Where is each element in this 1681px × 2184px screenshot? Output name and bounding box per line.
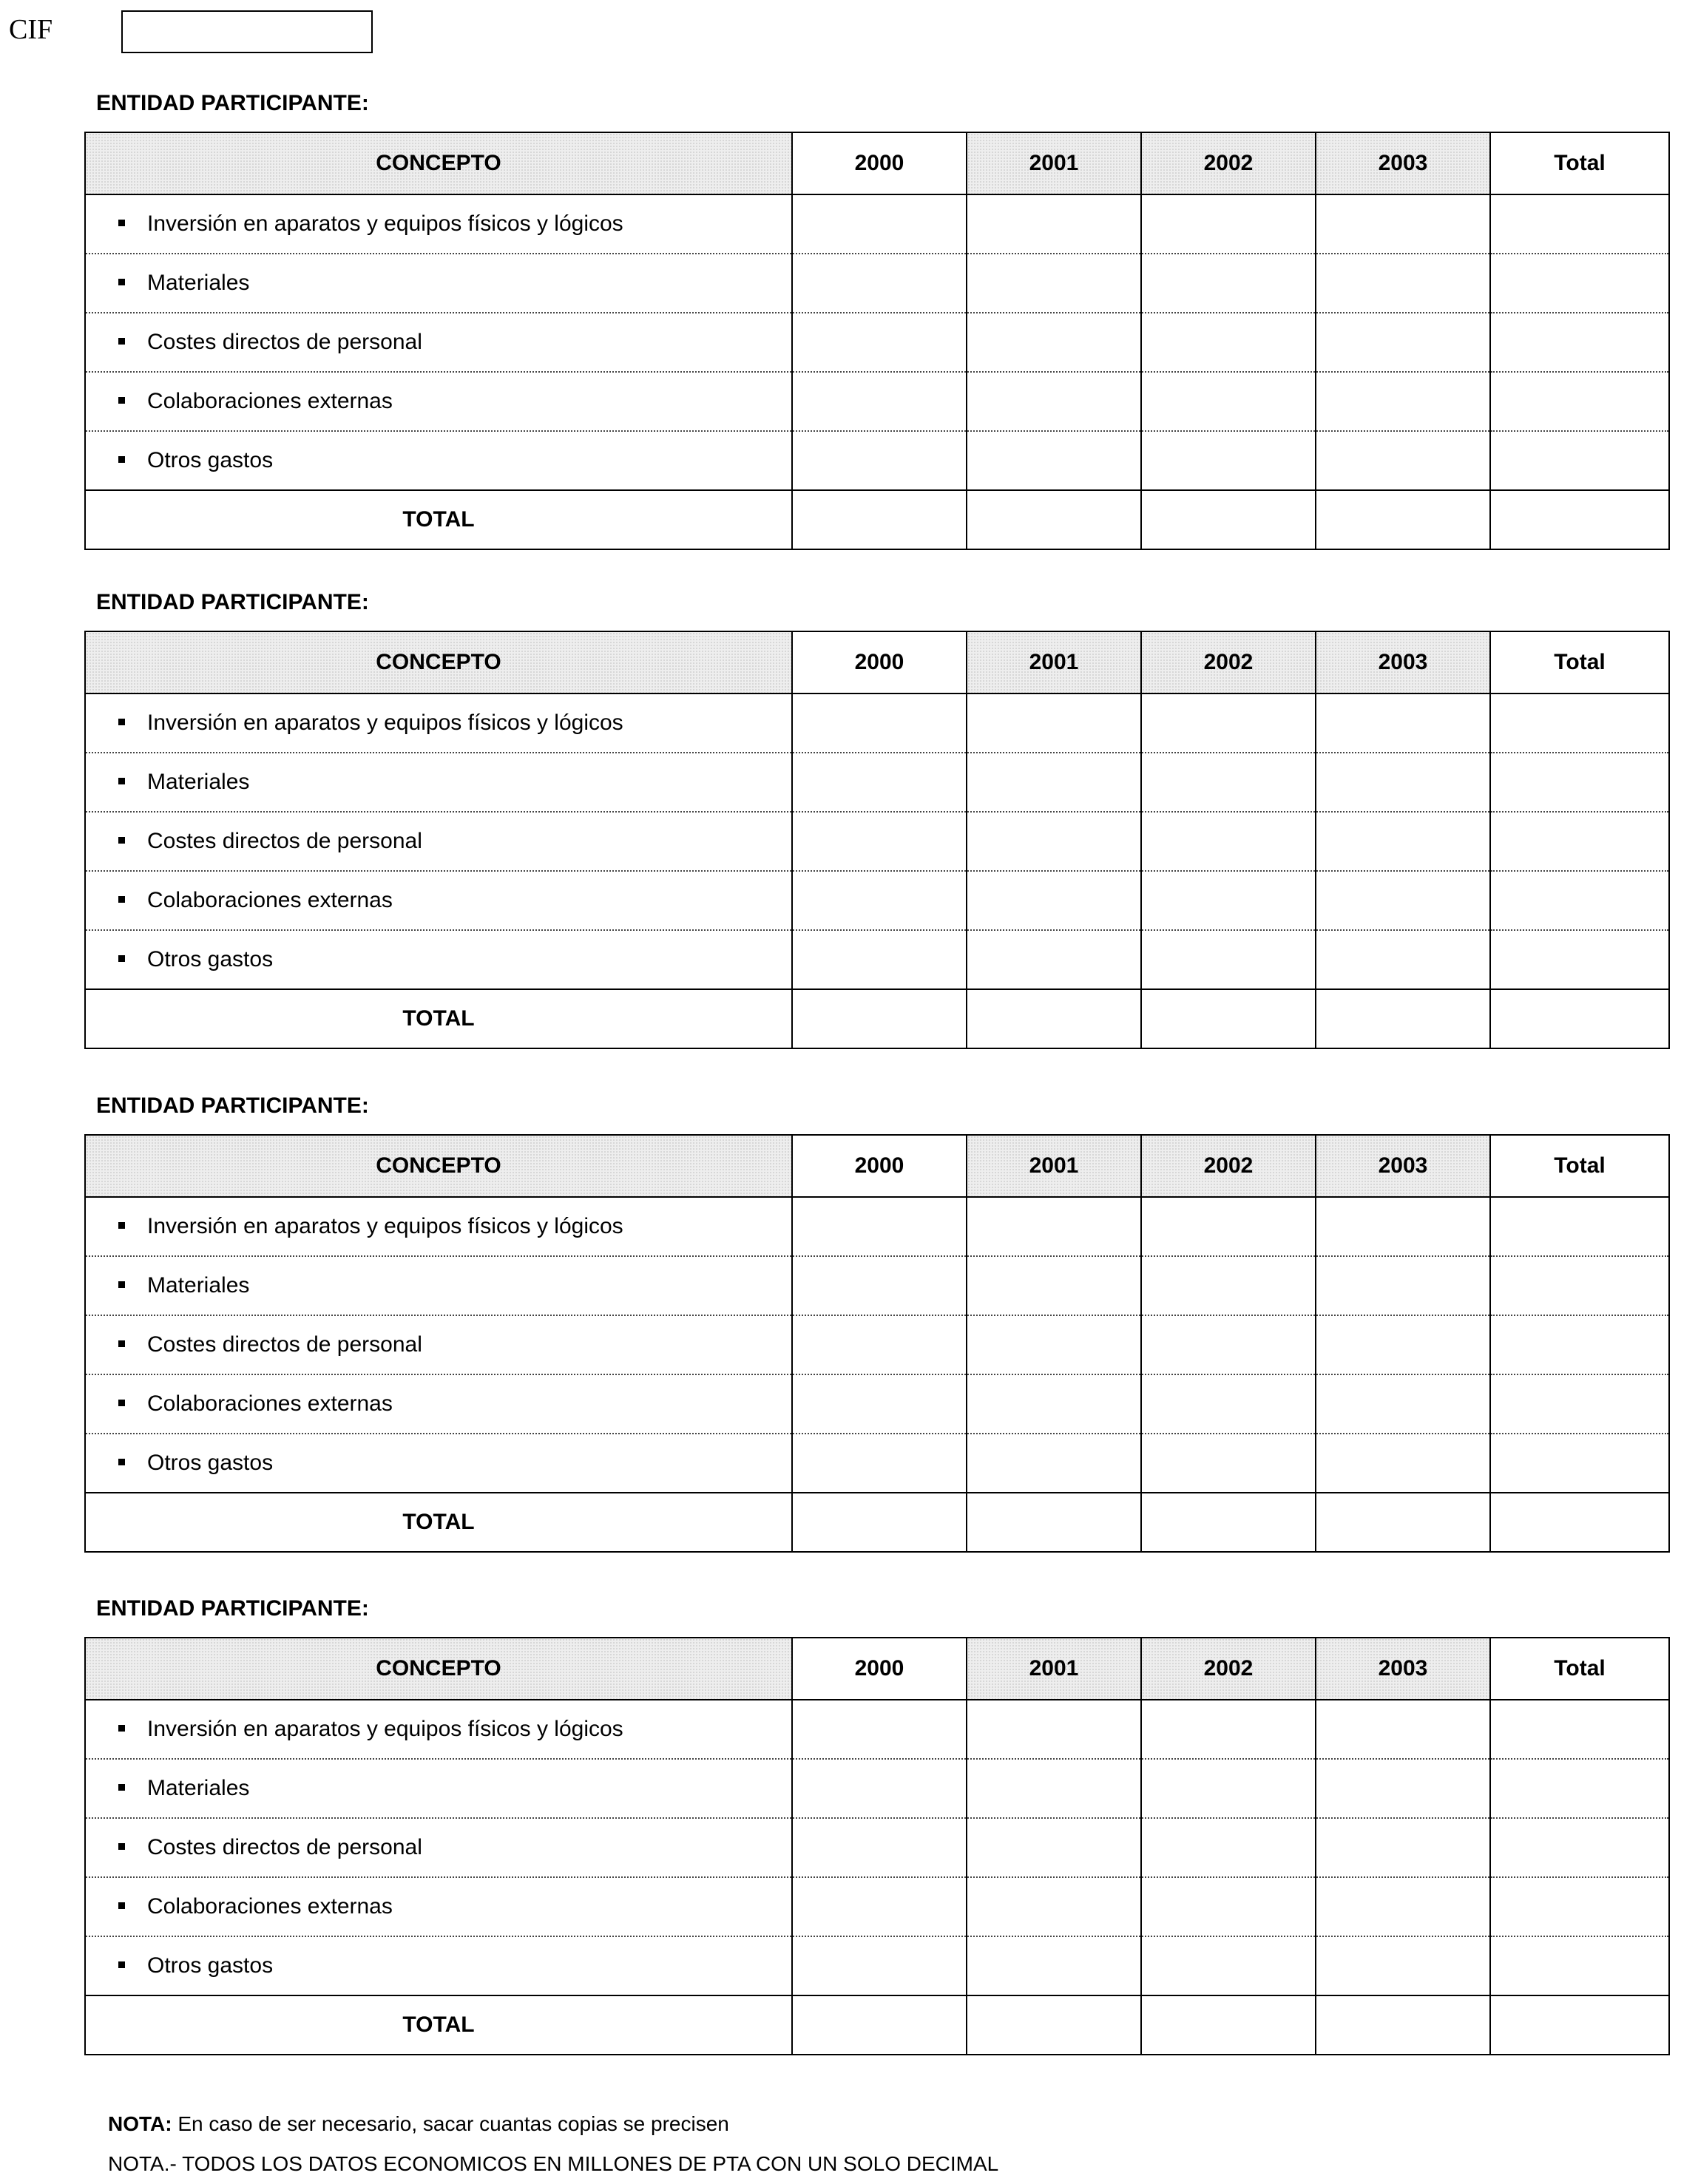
note-units: NOTA.- TODOS LOS DATOS ECONOMICOS EN MILLONES DE PTA CON UN SOLO DECIMAL	[108, 2152, 999, 2175]
value-cell[interactable]	[792, 1759, 967, 1818]
notes	[108, 2104, 998, 2184]
value-cell[interactable]	[1316, 431, 1490, 490]
total-label: TOTAL	[85, 1995, 792, 2055]
bullet-icon	[118, 1459, 125, 1465]
column-header-2002: 2002	[1141, 132, 1316, 194]
value-cell[interactable]	[792, 753, 967, 812]
concept-cell	[85, 930, 792, 989]
value-cell[interactable]	[967, 1700, 1141, 1759]
table-row	[85, 1374, 1669, 1434]
value-cell[interactable]	[792, 1434, 967, 1493]
total-value-cell[interactable]	[1141, 490, 1316, 549]
value-cell[interactable]	[967, 693, 1141, 753]
value-cell[interactable]	[1316, 1877, 1490, 1936]
concept-label: Materiales	[147, 1776, 250, 1800]
concept-cell	[85, 1315, 792, 1374]
table-row	[85, 1700, 1669, 1759]
total-value-cell[interactable]	[967, 490, 1141, 549]
column-header-2000: 2000	[792, 1638, 967, 1700]
bullet-icon	[118, 279, 125, 285]
bullet-icon	[118, 955, 125, 962]
value-cell[interactable]	[1316, 753, 1490, 812]
concept-cell	[85, 254, 792, 313]
table-row	[85, 1818, 1669, 1877]
concept-cell	[85, 313, 792, 372]
value-cell[interactable]	[792, 1700, 967, 1759]
value-cell[interactable]	[1490, 1877, 1669, 1936]
table-row	[85, 254, 1669, 313]
total-value-cell[interactable]	[792, 1995, 967, 2055]
entity-section	[84, 1090, 1668, 1553]
concept-label: Inversión en aparatos y equipos físicos y lógicos	[147, 1717, 623, 1741]
concept-label: Costes directos de personal	[147, 829, 422, 853]
total-value-cell[interactable]	[1490, 490, 1669, 549]
value-cell[interactable]	[1316, 871, 1490, 930]
column-header-total: Total	[1490, 132, 1669, 194]
value-cell[interactable]	[1316, 930, 1490, 989]
table-row	[85, 1877, 1669, 1936]
value-cell[interactable]	[1490, 1759, 1669, 1818]
value-cell[interactable]	[1141, 372, 1316, 431]
total-value-cell[interactable]	[1490, 989, 1669, 1048]
value-cell[interactable]	[1141, 194, 1316, 254]
value-cell[interactable]	[967, 194, 1141, 254]
total-value-cell[interactable]	[967, 989, 1141, 1048]
value-cell[interactable]	[792, 194, 967, 254]
bullet-icon	[118, 1400, 125, 1406]
column-header-concepto: CONCEPTO	[85, 1638, 792, 1700]
value-cell[interactable]	[792, 431, 967, 490]
cif-input-box[interactable]	[121, 10, 373, 53]
table-row	[85, 812, 1669, 871]
column-header-concepto: CONCEPTO	[85, 132, 792, 194]
total-value-cell[interactable]	[967, 1493, 1141, 1552]
concept-cell	[85, 1877, 792, 1936]
value-cell[interactable]	[1141, 693, 1316, 753]
value-cell[interactable]	[967, 1877, 1141, 1936]
concept-label: Costes directos de personal	[147, 1835, 422, 1859]
value-cell[interactable]	[1316, 194, 1490, 254]
header-row	[85, 631, 1669, 693]
concept-label: Costes directos de personal	[147, 330, 422, 354]
value-cell[interactable]	[1490, 1197, 1669, 1256]
total-value-cell[interactable]	[792, 490, 967, 549]
value-cell[interactable]	[967, 1759, 1141, 1818]
entity-heading: ENTIDAD PARTICIPANTE:	[96, 590, 369, 614]
table-row	[85, 194, 1669, 254]
total-value-cell[interactable]	[1490, 1995, 1669, 2055]
budget-table	[84, 1637, 1670, 2055]
note-copies-text: En caso de ser necesario, sacar cuantas copias se precisen	[172, 2112, 729, 2135]
column-header-2002: 2002	[1141, 1638, 1316, 1700]
table-row	[85, 1434, 1669, 1493]
value-cell[interactable]	[792, 812, 967, 871]
concept-cell	[85, 1374, 792, 1434]
value-cell[interactable]	[792, 1877, 967, 1936]
value-cell[interactable]	[792, 693, 967, 753]
concept-label: Colaboraciones externas	[147, 888, 393, 912]
value-cell[interactable]	[967, 1315, 1141, 1374]
column-header-total: Total	[1490, 631, 1669, 693]
total-value-cell[interactable]	[1141, 1493, 1316, 1552]
column-header-2001: 2001	[967, 132, 1141, 194]
value-cell[interactable]	[967, 431, 1141, 490]
total-value-cell[interactable]	[1316, 490, 1490, 549]
value-cell[interactable]	[1490, 753, 1669, 812]
budget-table	[84, 1134, 1670, 1553]
value-cell[interactable]	[1141, 1936, 1316, 1995]
value-cell[interactable]	[1141, 313, 1316, 372]
value-cell[interactable]	[1316, 1315, 1490, 1374]
bullet-icon	[118, 220, 125, 226]
bullet-icon	[118, 1961, 125, 1968]
table-row	[85, 1936, 1669, 1995]
concept-cell	[85, 1759, 792, 1818]
column-header-2003: 2003	[1316, 631, 1490, 693]
value-cell[interactable]	[1141, 431, 1316, 490]
value-cell[interactable]	[1490, 930, 1669, 989]
value-cell[interactable]	[1141, 1818, 1316, 1877]
value-cell[interactable]	[1316, 1700, 1490, 1759]
value-cell[interactable]	[1490, 1374, 1669, 1434]
value-cell[interactable]	[792, 1374, 967, 1434]
column-header-2000: 2000	[792, 132, 967, 194]
concept-cell	[85, 1936, 792, 1995]
bullet-icon	[118, 837, 125, 844]
value-cell[interactable]	[792, 313, 967, 372]
header-row	[85, 132, 1669, 194]
note-copies-prefix: NOTA:	[108, 2112, 172, 2135]
value-cell[interactable]	[1490, 1256, 1669, 1315]
concept-label: Otros gastos	[147, 448, 274, 472]
total-row	[85, 490, 1669, 549]
total-value-cell[interactable]	[1316, 989, 1490, 1048]
table-row	[85, 1759, 1669, 1818]
budget-table	[84, 631, 1670, 1049]
value-cell[interactable]	[967, 753, 1141, 812]
total-value-cell[interactable]	[1316, 1493, 1490, 1552]
table-row	[85, 753, 1669, 812]
value-cell[interactable]	[792, 1315, 967, 1374]
value-cell[interactable]	[967, 1936, 1141, 1995]
entity-section	[84, 586, 1668, 1049]
concept-cell	[85, 812, 792, 871]
bullet-icon	[118, 1784, 125, 1791]
value-cell[interactable]	[1316, 812, 1490, 871]
value-cell[interactable]	[1141, 1759, 1316, 1818]
concept-label: Colaboraciones externas	[147, 1894, 393, 1919]
value-cell[interactable]	[1316, 693, 1490, 753]
value-cell[interactable]	[1141, 1256, 1316, 1315]
value-cell[interactable]	[1490, 254, 1669, 313]
table-row	[85, 930, 1669, 989]
value-cell[interactable]	[967, 1256, 1141, 1315]
value-cell[interactable]	[1490, 1936, 1669, 1995]
bullet-icon	[118, 1902, 125, 1909]
value-cell[interactable]	[1141, 812, 1316, 871]
bullet-icon	[118, 719, 125, 725]
value-cell[interactable]	[1316, 1374, 1490, 1434]
total-value-cell[interactable]	[967, 1995, 1141, 2055]
bullet-icon	[118, 456, 125, 463]
value-cell[interactable]	[967, 254, 1141, 313]
concept-cell	[85, 1256, 792, 1315]
concept-cell	[85, 693, 792, 753]
value-cell[interactable]	[1316, 313, 1490, 372]
value-cell[interactable]	[967, 1197, 1141, 1256]
total-value-cell[interactable]	[792, 1493, 967, 1552]
bullet-icon	[118, 1843, 125, 1850]
concept-cell	[85, 194, 792, 254]
table-row	[85, 1256, 1669, 1315]
table-row	[85, 871, 1669, 930]
value-cell[interactable]	[1490, 812, 1669, 871]
column-header-2001: 2001	[967, 1638, 1141, 1700]
concept-label: Materiales	[147, 770, 250, 794]
value-cell[interactable]	[1316, 1197, 1490, 1256]
value-cell[interactable]	[1141, 753, 1316, 812]
concept-cell	[85, 372, 792, 431]
concept-label: Costes directos de personal	[147, 1332, 422, 1357]
total-value-cell[interactable]	[1316, 1995, 1490, 2055]
concept-label: Materiales	[147, 1273, 250, 1298]
concept-label: Materiales	[147, 271, 250, 295]
value-cell[interactable]	[792, 1197, 967, 1256]
entity-heading: ENTIDAD PARTICIPANTE:	[96, 1596, 369, 1621]
column-header-2002: 2002	[1141, 1135, 1316, 1197]
table-row	[85, 313, 1669, 372]
header-row	[85, 1135, 1669, 1197]
bullet-icon	[118, 778, 125, 784]
total-row	[85, 989, 1669, 1048]
value-cell[interactable]	[967, 313, 1141, 372]
column-header-total: Total	[1490, 1638, 1669, 1700]
value-cell[interactable]	[1141, 1877, 1316, 1936]
column-header-2001: 2001	[967, 1135, 1141, 1197]
concept-label: Colaboraciones externas	[147, 389, 393, 413]
total-row	[85, 1493, 1669, 1552]
value-cell[interactable]	[792, 930, 967, 989]
value-cell[interactable]	[1141, 1700, 1316, 1759]
value-cell[interactable]	[1490, 871, 1669, 930]
value-cell[interactable]	[1490, 1315, 1669, 1374]
value-cell[interactable]	[792, 1818, 967, 1877]
concept-cell	[85, 1434, 792, 1493]
bullet-icon	[118, 397, 125, 404]
table-row	[85, 431, 1669, 490]
value-cell[interactable]	[967, 1818, 1141, 1877]
entity-section	[84, 87, 1668, 550]
value-cell[interactable]	[1316, 254, 1490, 313]
concept-cell	[85, 1818, 792, 1877]
concept-label: Inversión en aparatos y equipos físicos y lógicos	[147, 1214, 623, 1238]
total-label: TOTAL	[85, 490, 792, 549]
value-cell[interactable]	[792, 1256, 967, 1315]
value-cell[interactable]	[967, 812, 1141, 871]
value-cell[interactable]	[1490, 194, 1669, 254]
value-cell[interactable]	[792, 871, 967, 930]
cif-label: CIF	[9, 14, 53, 45]
value-cell[interactable]	[1141, 930, 1316, 989]
value-cell[interactable]	[792, 1936, 967, 1995]
total-value-cell[interactable]	[1141, 989, 1316, 1048]
value-cell[interactable]	[967, 930, 1141, 989]
bullet-icon	[118, 338, 125, 345]
entity-heading: ENTIDAD PARTICIPANTE:	[96, 91, 369, 115]
value-cell[interactable]	[1141, 1197, 1316, 1256]
concept-cell	[85, 871, 792, 930]
value-cell[interactable]	[1490, 693, 1669, 753]
value-cell[interactable]	[1141, 254, 1316, 313]
entity-section	[84, 1593, 1668, 2055]
column-header-2003: 2003	[1316, 1638, 1490, 1700]
value-cell[interactable]	[1490, 313, 1669, 372]
value-cell[interactable]	[967, 1434, 1141, 1493]
value-cell[interactable]	[1141, 871, 1316, 930]
total-label: TOTAL	[85, 989, 792, 1048]
concept-label: Otros gastos	[147, 1451, 274, 1475]
value-cell[interactable]	[1316, 372, 1490, 431]
value-cell[interactable]	[1316, 1434, 1490, 1493]
total-value-cell[interactable]	[1141, 1995, 1316, 2055]
value-cell[interactable]	[1490, 372, 1669, 431]
table-row	[85, 1315, 1669, 1374]
header-row	[85, 1638, 1669, 1700]
column-header-2000: 2000	[792, 1135, 967, 1197]
column-header-concepto: CONCEPTO	[85, 1135, 792, 1197]
concept-cell	[85, 1700, 792, 1759]
concept-cell	[85, 1197, 792, 1256]
total-label: TOTAL	[85, 1493, 792, 1552]
table-row	[85, 1197, 1669, 1256]
value-cell[interactable]	[1141, 1434, 1316, 1493]
column-header-2001: 2001	[967, 631, 1141, 693]
total-value-cell[interactable]	[1490, 1493, 1669, 1552]
value-cell[interactable]	[967, 372, 1141, 431]
value-cell[interactable]	[1490, 1434, 1669, 1493]
value-cell[interactable]	[967, 1374, 1141, 1434]
bullet-icon	[118, 1281, 125, 1288]
concept-label: Colaboraciones externas	[147, 1391, 393, 1416]
total-row	[85, 1995, 1669, 2055]
value-cell[interactable]	[1316, 1818, 1490, 1877]
bullet-icon	[118, 1222, 125, 1229]
concept-label: Otros gastos	[147, 947, 274, 971]
entity-heading: ENTIDAD PARTICIPANTE:	[96, 1093, 369, 1118]
note-copies	[108, 2104, 998, 2144]
column-header-2002: 2002	[1141, 631, 1316, 693]
value-cell[interactable]	[792, 372, 967, 431]
column-header-2003: 2003	[1316, 132, 1490, 194]
table-row	[85, 372, 1669, 431]
bullet-icon	[118, 1340, 125, 1347]
value-cell[interactable]	[1316, 1936, 1490, 1995]
value-cell[interactable]	[1490, 1818, 1669, 1877]
value-cell[interactable]	[1141, 1374, 1316, 1434]
bullet-icon	[118, 1725, 125, 1732]
value-cell[interactable]	[1141, 1315, 1316, 1374]
budget-table	[84, 132, 1670, 550]
value-cell[interactable]	[1316, 1256, 1490, 1315]
concept-cell	[85, 431, 792, 490]
bullet-icon	[118, 896, 125, 903]
value-cell[interactable]	[967, 871, 1141, 930]
concept-label: Inversión en aparatos y equipos físicos y lógicos	[147, 211, 623, 236]
column-header-2003: 2003	[1316, 1135, 1490, 1197]
column-header-2000: 2000	[792, 631, 967, 693]
total-value-cell[interactable]	[792, 989, 967, 1048]
concept-label: Otros gastos	[147, 1953, 274, 1978]
value-cell[interactable]	[1490, 1700, 1669, 1759]
value-cell[interactable]	[792, 254, 967, 313]
concept-cell	[85, 753, 792, 812]
column-header-total: Total	[1490, 1135, 1669, 1197]
value-cell[interactable]	[1316, 1759, 1490, 1818]
concept-label: Inversión en aparatos y equipos físicos y lógicos	[147, 711, 623, 735]
table-row	[85, 693, 1669, 753]
column-header-concepto: CONCEPTO	[85, 631, 792, 693]
value-cell[interactable]	[1490, 431, 1669, 490]
